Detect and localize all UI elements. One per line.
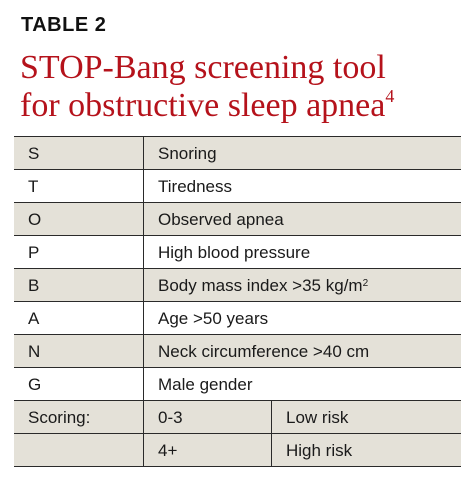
column-divider xyxy=(271,401,272,433)
row-criterion: Snoring xyxy=(158,144,217,163)
score-range: 0-3 xyxy=(158,408,183,427)
table-row xyxy=(14,269,461,302)
risk-level: Low risk xyxy=(286,408,349,427)
table-row xyxy=(14,170,461,203)
row-criterion-superscript: 2 xyxy=(362,278,369,289)
row-letter: B xyxy=(28,276,40,295)
column-divider xyxy=(143,368,144,400)
table-row xyxy=(14,368,461,401)
table-row xyxy=(14,302,461,335)
score-range: 4+ xyxy=(158,441,178,460)
title-reference: 4 xyxy=(385,86,395,106)
table-row xyxy=(14,236,461,269)
row-letter: T xyxy=(28,177,39,196)
row-criterion: Tiredness xyxy=(158,177,233,196)
scoring-row xyxy=(14,401,461,434)
table-title xyxy=(20,49,460,125)
column-divider xyxy=(143,137,144,169)
table-row xyxy=(14,203,461,236)
row-letter: A xyxy=(28,309,40,328)
column-divider xyxy=(143,434,144,466)
title-line-1: STOP-Bang screening tool xyxy=(20,49,386,86)
column-divider xyxy=(143,170,144,202)
column-divider xyxy=(143,269,144,301)
column-divider xyxy=(143,335,144,367)
row-criterion: High blood pressure xyxy=(158,243,311,262)
scoring-label: Scoring: xyxy=(28,408,91,427)
title-line-2 xyxy=(20,87,460,125)
row-criterion: Age >50 years xyxy=(158,309,269,328)
row-letter: N xyxy=(28,342,41,361)
stop-bang-table xyxy=(14,136,461,467)
row-criterion: Observed apnea xyxy=(158,210,284,229)
column-divider xyxy=(143,236,144,268)
column-divider xyxy=(143,401,144,433)
row-criterion: Neck circumference >40 cm xyxy=(158,342,370,361)
risk-level: High risk xyxy=(286,441,353,460)
table-label: TABLE 2 xyxy=(21,14,107,36)
row-letter: P xyxy=(28,243,40,262)
table-row xyxy=(14,137,461,170)
table-row xyxy=(14,335,461,368)
row-letter: S xyxy=(28,144,40,163)
row-criterion-bmi xyxy=(158,269,368,302)
row-letter: G xyxy=(28,375,42,394)
row-criterion: Male gender xyxy=(158,375,253,394)
column-divider xyxy=(143,203,144,235)
scoring-row xyxy=(14,434,461,467)
title-line-2-text: for obstructive sleep apnea xyxy=(20,87,386,124)
row-criterion-text: Body mass index >35 kg/m xyxy=(158,276,363,295)
column-divider xyxy=(143,302,144,334)
column-divider xyxy=(271,434,272,466)
row-letter: O xyxy=(28,210,42,229)
